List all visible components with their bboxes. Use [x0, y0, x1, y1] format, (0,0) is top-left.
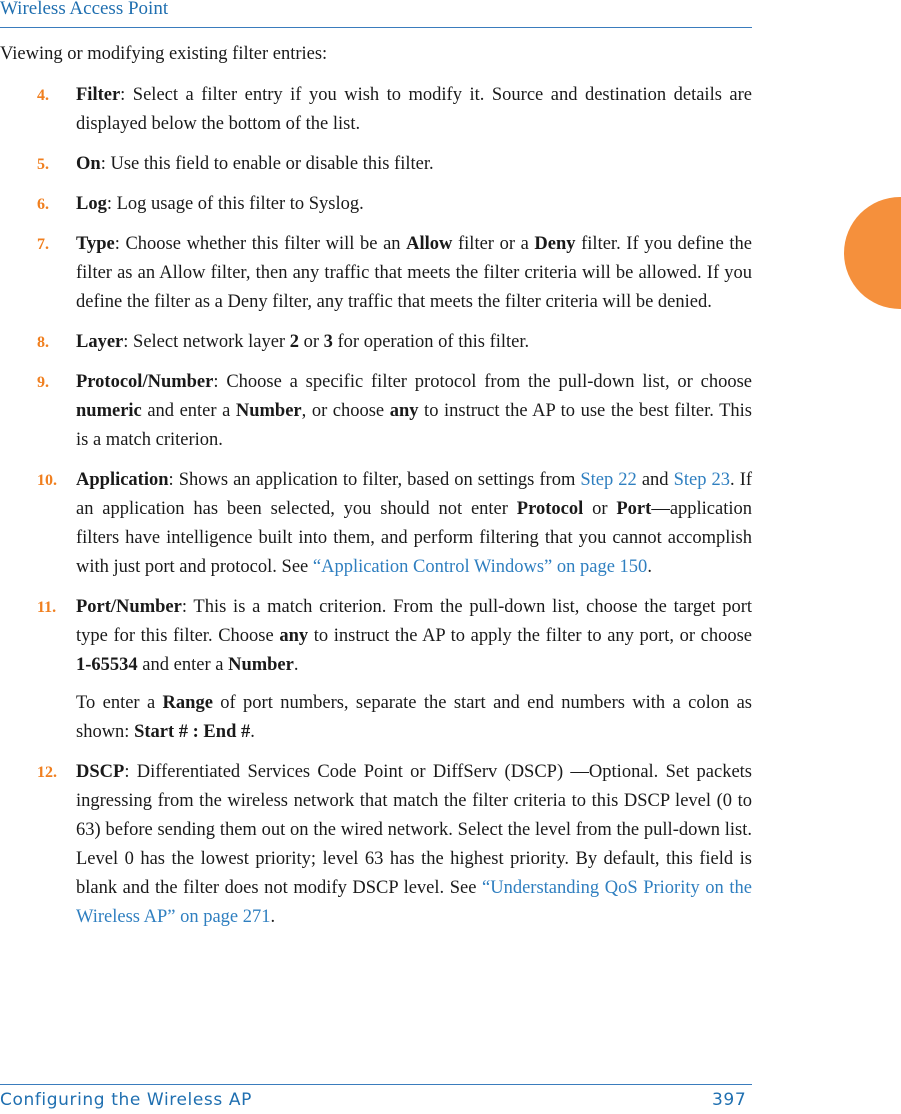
list-item-log — [0, 190, 752, 219]
footer-rule — [0, 1084, 752, 1085]
item-body: On: Use this field to enable or disable this filter. — [76, 154, 434, 174]
term-dscp: DSCP — [76, 762, 125, 782]
term-type: Type — [76, 234, 115, 254]
page-number: 397 — [712, 1090, 747, 1110]
item-number: 6. — [37, 196, 49, 213]
list-item-on — [0, 150, 752, 179]
footer-chapter-title: Configuring the Wireless AP — [0, 1090, 252, 1110]
list-item-filter — [0, 81, 752, 139]
term-protocol-number: Protocol/Number — [76, 372, 214, 392]
list-item-layer — [0, 328, 752, 357]
list-item-protocol — [0, 368, 752, 455]
link-step-22[interactable]: Step 22 — [580, 470, 637, 490]
item-number: 8. — [37, 334, 49, 351]
item-number: 11. — [37, 599, 57, 616]
term-filter: Filter — [76, 85, 121, 105]
term-application: Application — [76, 470, 169, 490]
chapter-tab-marker — [844, 197, 901, 309]
item-body: Type: Choose whether this filter will be an Allow filter or a Deny filter. If you define the filter as an Allow filter, then any traffic that meets the filter criteria will be allowed. If you define the filter as a Deny filter, any traffic that meets the filter criteria will be denied. — [76, 234, 753, 312]
term-log: Log — [76, 194, 107, 214]
link-application-control-windows[interactable]: “Application Control Windows” on page 150 — [312, 557, 648, 577]
item-body: Log: Log usage of this filter to Syslog. — [76, 194, 364, 214]
item-body: Port/Number: This is a match criterion. From the pull-down list, choose the target port type for this filter. Choose any to instruct the AP to apply the filter to any port, or choose 1-65534 and enter a Number. — [76, 597, 752, 675]
item-body: Filter: Select a filter entry if you wish to modify it. Source and destination details are displayed below the bottom of the list. — [76, 85, 752, 134]
link-understanding-qos[interactable]: “Understanding QoS Priority on the Wireless AP” on page 271 — [76, 878, 752, 927]
range-note: To enter a Range of port numbers, separate the start and end numbers with a colon as shown: Start # : End #. — [76, 693, 752, 742]
item-number: 10. — [37, 472, 57, 489]
list-item-application — [0, 466, 752, 582]
running-header-title: Wireless Access Point — [0, 0, 169, 19]
item-body: DSCP: Differentiated Services Code Point or DiffServ (DSCP) —Optional. Set packets ingressing from the wireless network that match the filter criteria to this DSCP level (0 to 63) before sending them out on the wired network. Select the level from the pull-down list. Level 0 has the lowest priority; level 63 has the highest priority. By default, this field is blank and the filter does not modify DSCP level. See “Understanding QoS Priority on the Wireless AP” on page 271. — [76, 762, 752, 927]
link-step-23[interactable]: Step 23 — [673, 470, 731, 490]
header-rule — [0, 27, 752, 28]
list-item-type — [0, 230, 752, 317]
item-body: Application: Shows an application to filter, based on settings from Step 22 and Step 23. If an application has been selected, you should not enter Protocol or Port—application filters have intelligence built into them, and perform filtering that you cannot accomplish with just port and protocol. See “Application Control Windows” on page 150. — [76, 470, 753, 577]
term-port-number: Port/Number — [76, 597, 182, 617]
item-number: 5. — [37, 156, 49, 173]
item-number: 4. — [37, 87, 49, 104]
page-body — [0, 40, 752, 943]
list-item-port — [0, 593, 752, 680]
item-body: Protocol/Number: Choose a specific filter protocol from the pull-down list, or choose numeric and enter a Number, or choose any to instruct the AP to use the best filter. This is a match criterion. — [76, 372, 752, 450]
item-number: 7. — [37, 236, 49, 253]
list-item-dscp — [0, 758, 752, 932]
intro-paragraph: Viewing or modifying existing filter entries: — [0, 44, 328, 64]
term-layer: Layer — [76, 332, 124, 352]
item-number: 12. — [37, 764, 57, 781]
item-number: 9. — [37, 374, 49, 391]
item-body: Layer: Select network layer 2 or 3 for operation of this filter. — [76, 332, 530, 352]
term-on: On — [76, 154, 101, 174]
